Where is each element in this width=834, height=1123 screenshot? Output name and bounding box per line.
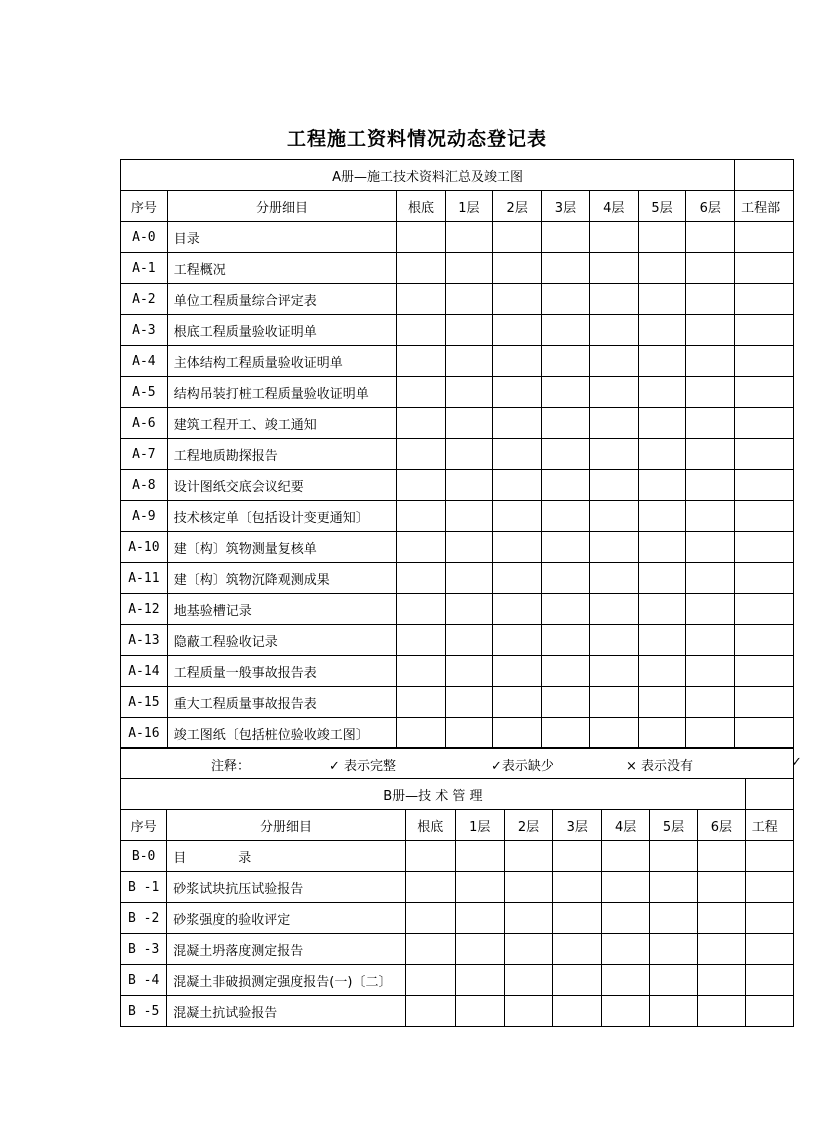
extra-cell[interactable]	[735, 625, 794, 656]
status-cell[interactable]	[589, 315, 638, 346]
status-cell[interactable]	[638, 687, 686, 718]
table-row	[121, 656, 794, 687]
status-cell[interactable]	[650, 841, 698, 872]
status-cell[interactable]	[493, 687, 542, 718]
extra-cell[interactable]	[735, 222, 794, 253]
row-item-name: 混凝土坍落度测定报告	[167, 934, 405, 965]
status-cell[interactable]	[686, 501, 735, 532]
status-cell[interactable]	[589, 377, 638, 408]
status-cell[interactable]	[589, 408, 638, 439]
status-cell[interactable]	[589, 718, 638, 749]
status-cell[interactable]	[397, 625, 445, 656]
status-cell[interactable]	[445, 470, 493, 501]
status-cell[interactable]	[602, 996, 650, 1027]
row-code: A-15	[121, 687, 168, 718]
status-cell[interactable]	[589, 284, 638, 315]
status-cell[interactable]	[589, 625, 638, 656]
status-cell[interactable]	[445, 222, 493, 253]
page-title: 工程施工资料情况动态登记表	[286, 128, 547, 150]
status-cell[interactable]	[553, 996, 602, 1027]
row-item-name: 混凝土抗试验报告	[167, 996, 405, 1027]
row-item-name: 建〔构〕筑物测量复核单	[167, 532, 397, 563]
status-cell[interactable]	[697, 934, 745, 965]
status-cell[interactable]	[686, 532, 735, 563]
header-floor-2: 2层	[504, 810, 553, 841]
status-cell[interactable]	[542, 501, 590, 532]
status-cell[interactable]	[686, 222, 735, 253]
status-cell[interactable]	[542, 563, 590, 594]
status-cell[interactable]	[493, 718, 542, 749]
status-cell[interactable]	[397, 563, 445, 594]
extra-cell[interactable]	[735, 470, 794, 501]
status-cell[interactable]	[455, 841, 504, 872]
status-cell[interactable]	[445, 656, 493, 687]
status-cell[interactable]	[493, 656, 542, 687]
status-cell[interactable]	[589, 439, 638, 470]
status-cell[interactable]	[397, 439, 445, 470]
status-cell[interactable]	[602, 903, 650, 934]
status-cell[interactable]	[493, 284, 542, 315]
section-a-heading-extra	[735, 160, 794, 191]
status-cell[interactable]	[493, 625, 542, 656]
status-cell[interactable]	[686, 253, 735, 284]
row-item-name: 结构吊装打桩工程质量验收证明单	[167, 377, 397, 408]
status-cell[interactable]	[542, 687, 590, 718]
extra-cell[interactable]	[735, 563, 794, 594]
row-item-name: 建筑工程开工、竣工通知	[167, 408, 397, 439]
status-cell[interactable]	[638, 377, 686, 408]
status-cell[interactable]	[405, 965, 455, 996]
status-cell[interactable]	[686, 656, 735, 687]
status-cell[interactable]	[445, 284, 493, 315]
status-cell[interactable]	[697, 965, 745, 996]
section-b-heading-extra	[745, 779, 793, 810]
status-cell[interactable]	[686, 594, 735, 625]
status-cell[interactable]	[405, 903, 455, 934]
status-cell[interactable]	[493, 408, 542, 439]
extra-cell[interactable]	[745, 841, 793, 872]
status-cell[interactable]	[397, 687, 445, 718]
header-floor-6: 6层	[697, 810, 745, 841]
status-cell[interactable]	[493, 315, 542, 346]
status-cell[interactable]	[397, 346, 445, 377]
extra-cell[interactable]	[735, 718, 794, 749]
status-cell[interactable]	[493, 532, 542, 563]
extra-cell[interactable]	[735, 687, 794, 718]
status-cell[interactable]	[553, 841, 602, 872]
status-cell[interactable]	[455, 934, 504, 965]
table-row	[121, 934, 794, 965]
note-missing: ✓表示缺少	[491, 759, 554, 774]
extra-cell[interactable]	[735, 501, 794, 532]
table-row	[121, 284, 794, 315]
extra-cell[interactable]	[745, 872, 793, 903]
status-cell[interactable]	[397, 470, 445, 501]
status-cell[interactable]	[638, 532, 686, 563]
note-extra: ✓	[791, 755, 802, 770]
status-cell[interactable]	[553, 934, 602, 965]
header-seq: 序号	[121, 191, 168, 222]
row-code: B -5	[121, 996, 167, 1027]
status-cell[interactable]	[493, 594, 542, 625]
status-cell[interactable]	[493, 470, 542, 501]
status-cell[interactable]	[589, 253, 638, 284]
extra-cell[interactable]	[735, 594, 794, 625]
extra-cell[interactable]	[745, 903, 793, 934]
status-cell[interactable]	[493, 501, 542, 532]
row-code: A-4	[121, 346, 168, 377]
status-cell[interactable]	[445, 718, 493, 749]
status-cell[interactable]	[542, 656, 590, 687]
status-cell[interactable]	[542, 625, 590, 656]
row-code: A-10	[121, 532, 168, 563]
row-code: A-1	[121, 253, 168, 284]
header-item: 分册细目	[167, 191, 397, 222]
table-row	[121, 346, 794, 377]
status-cell[interactable]	[397, 718, 445, 749]
row-code: B -1	[121, 872, 167, 903]
extra-cell[interactable]	[735, 315, 794, 346]
status-cell[interactable]	[504, 903, 553, 934]
header-floor-1: 1层	[445, 191, 493, 222]
status-cell[interactable]	[686, 439, 735, 470]
status-cell[interactable]	[493, 222, 542, 253]
status-cell[interactable]	[697, 872, 745, 903]
header-floor-6: 6层	[686, 191, 735, 222]
row-code: A-7	[121, 439, 168, 470]
row-item-name: 目 录	[167, 841, 405, 872]
status-cell[interactable]	[589, 346, 638, 377]
extra-cell[interactable]	[745, 934, 793, 965]
status-cell[interactable]	[686, 315, 735, 346]
note-table	[120, 747, 802, 779]
table-row	[121, 996, 794, 1027]
status-cell[interactable]	[397, 315, 445, 346]
status-cell[interactable]	[638, 253, 686, 284]
row-code: A-2	[121, 284, 168, 315]
row-code: A-9	[121, 501, 168, 532]
row-code: A-13	[121, 625, 168, 656]
row-item-name: 建〔构〕筑物沉降观测成果	[167, 563, 397, 594]
row-item-name: 砂浆强度的验收评定	[167, 903, 405, 934]
table-row	[121, 625, 794, 656]
table-row	[121, 594, 794, 625]
status-cell[interactable]	[638, 470, 686, 501]
extra-cell[interactable]	[735, 253, 794, 284]
status-cell[interactable]	[445, 408, 493, 439]
row-item-name: 隐蔽工程验收记录	[167, 625, 397, 656]
row-code: B -4	[121, 965, 167, 996]
table-row	[121, 253, 794, 284]
row-item-name: 主体结构工程质量验收证明单	[167, 346, 397, 377]
status-cell[interactable]	[445, 315, 493, 346]
row-item-name: 设计图纸交底会议纪要	[167, 470, 397, 501]
table-row	[121, 408, 794, 439]
status-cell[interactable]	[638, 718, 686, 749]
status-cell[interactable]	[638, 408, 686, 439]
status-cell[interactable]	[493, 563, 542, 594]
status-cell[interactable]	[542, 253, 590, 284]
row-code: A-16	[121, 718, 168, 749]
row-item-name: 地基验槽记录	[167, 594, 397, 625]
status-cell[interactable]	[405, 841, 455, 872]
table-row	[121, 439, 794, 470]
status-cell[interactable]	[542, 408, 590, 439]
row-item-name: 根底工程质量验收证明单	[167, 315, 397, 346]
status-cell[interactable]	[686, 625, 735, 656]
row-code: B-0	[121, 841, 167, 872]
status-cell[interactable]	[686, 284, 735, 315]
status-cell[interactable]	[397, 377, 445, 408]
table-row	[121, 377, 794, 408]
status-cell[interactable]	[455, 903, 504, 934]
status-cell[interactable]	[504, 996, 553, 1027]
status-cell[interactable]	[397, 594, 445, 625]
row-item-name: 竣工图纸〔包括桩位验收竣工图〕	[167, 718, 397, 749]
extra-cell[interactable]	[735, 284, 794, 315]
status-cell[interactable]	[493, 377, 542, 408]
table-row	[121, 718, 794, 749]
table-row	[121, 563, 794, 594]
status-cell[interactable]	[650, 934, 698, 965]
status-cell[interactable]	[589, 563, 638, 594]
status-cell[interactable]	[602, 872, 650, 903]
status-cell[interactable]	[638, 656, 686, 687]
note-none: × 表示没有	[626, 759, 694, 774]
status-cell[interactable]	[397, 501, 445, 532]
header-extra: 工程部	[735, 191, 794, 222]
row-item-name: 工程地质勘探报告	[167, 439, 397, 470]
section-b-table	[120, 778, 794, 1027]
row-item-name: 单位工程质量综合评定表	[167, 284, 397, 315]
status-cell[interactable]	[553, 903, 602, 934]
status-cell[interactable]	[686, 408, 735, 439]
status-cell[interactable]	[686, 687, 735, 718]
row-code: B -3	[121, 934, 167, 965]
header-floor-4: 4层	[589, 191, 638, 222]
header-floor-5: 5层	[638, 191, 686, 222]
status-cell[interactable]	[542, 594, 590, 625]
table-row	[121, 903, 794, 934]
status-cell[interactable]	[445, 563, 493, 594]
status-cell[interactable]	[542, 222, 590, 253]
status-cell[interactable]	[542, 284, 590, 315]
row-item-name: 工程质量一般事故报告表	[167, 656, 397, 687]
header-seq: 序号	[121, 810, 167, 841]
status-cell[interactable]	[445, 687, 493, 718]
status-cell[interactable]	[504, 841, 553, 872]
status-cell[interactable]	[638, 315, 686, 346]
status-cell[interactable]	[397, 222, 445, 253]
extra-cell[interactable]	[745, 996, 793, 1027]
status-cell[interactable]	[445, 625, 493, 656]
row-code: A-0	[121, 222, 168, 253]
extra-cell[interactable]	[735, 408, 794, 439]
status-cell[interactable]	[638, 563, 686, 594]
row-item-name: 技术核定单〔包括设计变更通知〕	[167, 501, 397, 532]
status-cell[interactable]	[638, 501, 686, 532]
header-floor-1: 1层	[455, 810, 504, 841]
row-code: A-6	[121, 408, 168, 439]
status-cell[interactable]	[638, 346, 686, 377]
status-cell[interactable]	[445, 439, 493, 470]
header-floor-foundation: 根底	[405, 810, 455, 841]
row-item-name: 混凝土非破损测定强度报告(一)〔二〕	[167, 965, 405, 996]
status-cell[interactable]	[504, 872, 553, 903]
note-label: 注释：	[211, 759, 251, 774]
status-cell[interactable]	[650, 872, 698, 903]
status-cell[interactable]	[650, 996, 698, 1027]
status-cell[interactable]	[686, 718, 735, 749]
extra-cell[interactable]	[735, 656, 794, 687]
table-row	[121, 501, 794, 532]
status-cell[interactable]	[445, 253, 493, 284]
status-cell[interactable]	[589, 222, 638, 253]
table-row	[121, 872, 794, 903]
status-cell[interactable]	[405, 996, 455, 1027]
row-code: A-11	[121, 563, 168, 594]
status-cell[interactable]	[589, 687, 638, 718]
status-cell[interactable]	[397, 656, 445, 687]
header-floor-3: 3层	[542, 191, 590, 222]
status-cell[interactable]	[602, 841, 650, 872]
status-cell[interactable]	[542, 377, 590, 408]
status-cell[interactable]	[638, 594, 686, 625]
header-floor-foundation: 根底	[397, 191, 445, 222]
section-a-table	[120, 159, 794, 749]
status-cell[interactable]	[455, 872, 504, 903]
status-cell[interactable]	[542, 315, 590, 346]
status-cell[interactable]	[542, 532, 590, 563]
status-cell[interactable]	[638, 625, 686, 656]
section-b-heading: B册—技 术 管 理	[121, 779, 746, 810]
status-cell[interactable]	[686, 563, 735, 594]
row-code: B -2	[121, 903, 167, 934]
status-cell[interactable]	[589, 656, 638, 687]
status-cell[interactable]	[405, 872, 455, 903]
header-extra: 工程	[745, 810, 793, 841]
status-cell[interactable]	[397, 532, 445, 563]
status-cell[interactable]	[638, 439, 686, 470]
row-code: A-12	[121, 594, 168, 625]
status-cell[interactable]	[504, 934, 553, 965]
status-cell[interactable]	[445, 377, 493, 408]
header-floor-2: 2层	[493, 191, 542, 222]
status-cell[interactable]	[686, 470, 735, 501]
status-cell[interactable]	[445, 532, 493, 563]
section-a-heading: A册—施工技术资料汇总及竣工图	[121, 160, 735, 191]
header-floor-4: 4层	[602, 810, 650, 841]
table-row	[121, 687, 794, 718]
status-cell[interactable]	[493, 439, 542, 470]
status-cell[interactable]	[445, 346, 493, 377]
row-code: A-5	[121, 377, 168, 408]
status-cell[interactable]	[504, 965, 553, 996]
extra-cell[interactable]	[735, 377, 794, 408]
status-cell[interactable]	[445, 501, 493, 532]
status-cell[interactable]	[405, 934, 455, 965]
row-item-name: 目录	[167, 222, 397, 253]
status-cell[interactable]	[589, 532, 638, 563]
note-complete: ✓ 表示完整	[329, 759, 397, 774]
table-row	[121, 965, 794, 996]
table-row	[121, 470, 794, 501]
status-cell[interactable]	[697, 996, 745, 1027]
row-item-name: 重大工程质量事故报告表	[167, 687, 397, 718]
note-row	[121, 748, 802, 779]
extra-cell[interactable]	[735, 532, 794, 563]
table-row	[121, 841, 794, 872]
status-cell[interactable]	[445, 594, 493, 625]
header-item: 分册细目	[167, 810, 405, 841]
status-cell[interactable]	[589, 470, 638, 501]
status-cell[interactable]	[638, 284, 686, 315]
row-code: A-8	[121, 470, 168, 501]
row-code: A-3	[121, 315, 168, 346]
status-cell[interactable]	[697, 903, 745, 934]
status-cell[interactable]	[650, 903, 698, 934]
table-row	[121, 532, 794, 563]
table-row	[121, 222, 794, 253]
extra-cell[interactable]	[735, 439, 794, 470]
status-cell[interactable]	[542, 346, 590, 377]
header-floor-5: 5层	[650, 810, 698, 841]
status-cell[interactable]	[553, 965, 602, 996]
status-cell[interactable]	[650, 965, 698, 996]
row-item-name: 工程概况	[167, 253, 397, 284]
status-cell[interactable]	[602, 965, 650, 996]
status-cell[interactable]	[397, 253, 445, 284]
status-cell[interactable]	[686, 346, 735, 377]
status-cell[interactable]	[686, 377, 735, 408]
status-cell[interactable]	[589, 594, 638, 625]
status-cell[interactable]	[589, 501, 638, 532]
status-cell[interactable]	[397, 284, 445, 315]
status-cell[interactable]	[455, 965, 504, 996]
extra-cell[interactable]	[745, 965, 793, 996]
status-cell[interactable]	[542, 439, 590, 470]
status-cell[interactable]	[638, 222, 686, 253]
status-cell[interactable]	[397, 408, 445, 439]
extra-cell[interactable]	[735, 346, 794, 377]
status-cell[interactable]	[455, 996, 504, 1027]
status-cell[interactable]	[553, 872, 602, 903]
status-cell[interactable]	[602, 934, 650, 965]
row-code: A-14	[121, 656, 168, 687]
status-cell[interactable]	[542, 470, 590, 501]
header-floor-3: 3层	[553, 810, 602, 841]
status-cell[interactable]	[697, 841, 745, 872]
status-cell[interactable]	[493, 346, 542, 377]
table-row	[121, 315, 794, 346]
row-item-name: 砂浆试块抗压试验报告	[167, 872, 405, 903]
status-cell[interactable]	[493, 253, 542, 284]
status-cell[interactable]	[542, 718, 590, 749]
